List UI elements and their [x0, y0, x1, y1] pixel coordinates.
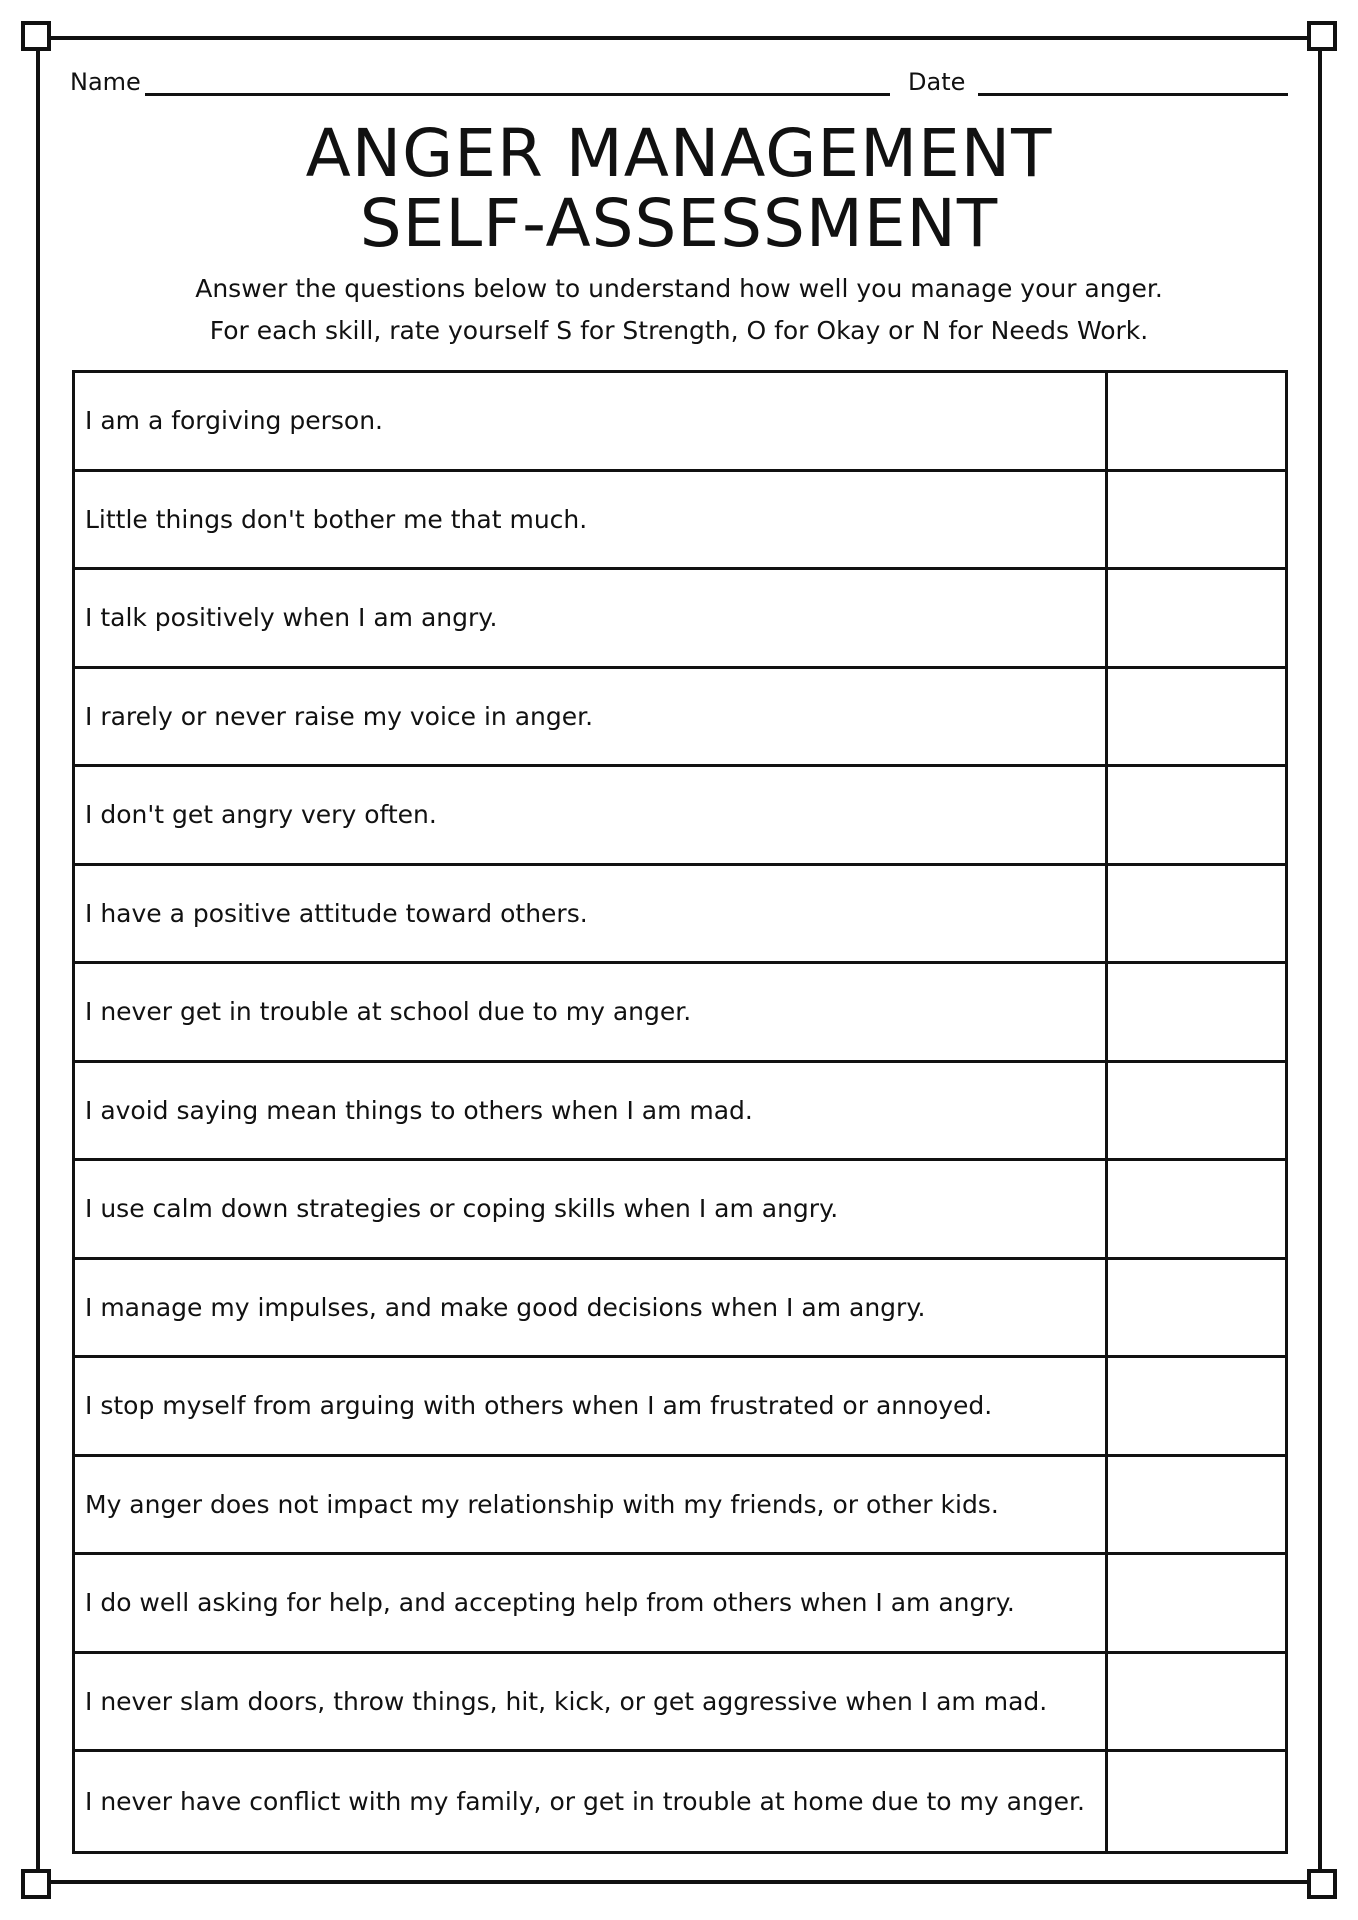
rating-cell[interactable]: [1108, 570, 1285, 666]
table-row: [75, 669, 1285, 768]
statement-text: I use calm down strategies or coping skills when I am angry.: [75, 1161, 1108, 1257]
rating-cell[interactable]: [1108, 1161, 1285, 1257]
rating-cell[interactable]: [1108, 1555, 1285, 1651]
statement-text: I do well asking for help, and accepting help from others when I am angry.: [75, 1555, 1108, 1651]
date-field[interactable]: [978, 93, 1288, 96]
title-line-2: SELF-ASSESSMENT: [359, 185, 999, 262]
table-row: [75, 1555, 1285, 1654]
statement-text: I rarely or never raise my voice in anger.: [75, 669, 1108, 765]
statement-text: I have a positive attitude toward others.: [75, 866, 1108, 962]
statement-text: My anger does not impact my relationship with my friends, or other kids.: [75, 1457, 1108, 1553]
table-row: [75, 1063, 1285, 1162]
statement-text: I don't get angry very often.: [75, 767, 1108, 863]
table-row: [75, 570, 1285, 669]
corner-square-top-right: [1307, 21, 1337, 51]
table-row: [75, 1260, 1285, 1359]
instruction-line-2: For each skill, rate yourself S for Strength, O for Okay or N for Needs Work.: [209, 316, 1149, 345]
table-row: [75, 866, 1285, 965]
name-field[interactable]: [145, 93, 890, 96]
rating-cell[interactable]: [1108, 866, 1285, 962]
rating-cell[interactable]: [1108, 669, 1285, 765]
table-row: [75, 472, 1285, 571]
table-row: [75, 964, 1285, 1063]
title-line-1: ANGER MANAGEMENT: [305, 115, 1053, 192]
table-row: [75, 1358, 1285, 1457]
corner-square-bottom-right: [1307, 1869, 1337, 1899]
rating-cell[interactable]: [1108, 1063, 1285, 1159]
statement-text: I stop myself from arguing with others when I am frustrated or annoyed.: [75, 1358, 1108, 1454]
statement-text: I never get in trouble at school due to my anger.: [75, 964, 1108, 1060]
rating-cell[interactable]: [1108, 1457, 1285, 1553]
table-row: [75, 1161, 1285, 1260]
date-label: Date: [908, 68, 966, 96]
statement-text: I am a forgiving person.: [75, 373, 1108, 469]
table-row: [75, 1654, 1285, 1753]
rating-cell[interactable]: [1108, 1358, 1285, 1454]
rating-cell[interactable]: [1108, 472, 1285, 568]
table-row: [75, 1457, 1285, 1556]
rating-cell[interactable]: [1108, 767, 1285, 863]
statement-text: I manage my impulses, and make good decisions when I am angry.: [75, 1260, 1108, 1356]
statement-text: I avoid saying mean things to others when I am mad.: [75, 1063, 1108, 1159]
corner-square-top-left: [21, 21, 51, 51]
statement-text: I never have conflict with my family, or get in trouble at home due to my anger.: [75, 1752, 1108, 1851]
rating-cell[interactable]: [1108, 373, 1285, 469]
rating-cell[interactable]: [1108, 1752, 1285, 1851]
table-row: [75, 373, 1285, 472]
statement-text: I talk positively when I am angry.: [75, 570, 1108, 666]
name-label: Name: [70, 68, 141, 96]
assessment-table: [72, 370, 1288, 1854]
statement-text: Little things don't bother me that much.: [75, 472, 1108, 568]
name-date-header: [70, 68, 1290, 100]
rating-cell[interactable]: [1108, 964, 1285, 1060]
rating-cell[interactable]: [1108, 1260, 1285, 1356]
rating-cell[interactable]: [1108, 1654, 1285, 1750]
table-row: [75, 1752, 1285, 1851]
corner-square-bottom-left: [21, 1869, 51, 1899]
table-row: [75, 767, 1285, 866]
instruction-line-1: Answer the questions below to understand how well you manage your anger.: [195, 274, 1163, 303]
statement-text: I never slam doors, throw things, hit, kick, or get aggressive when I am mad.: [75, 1654, 1108, 1750]
